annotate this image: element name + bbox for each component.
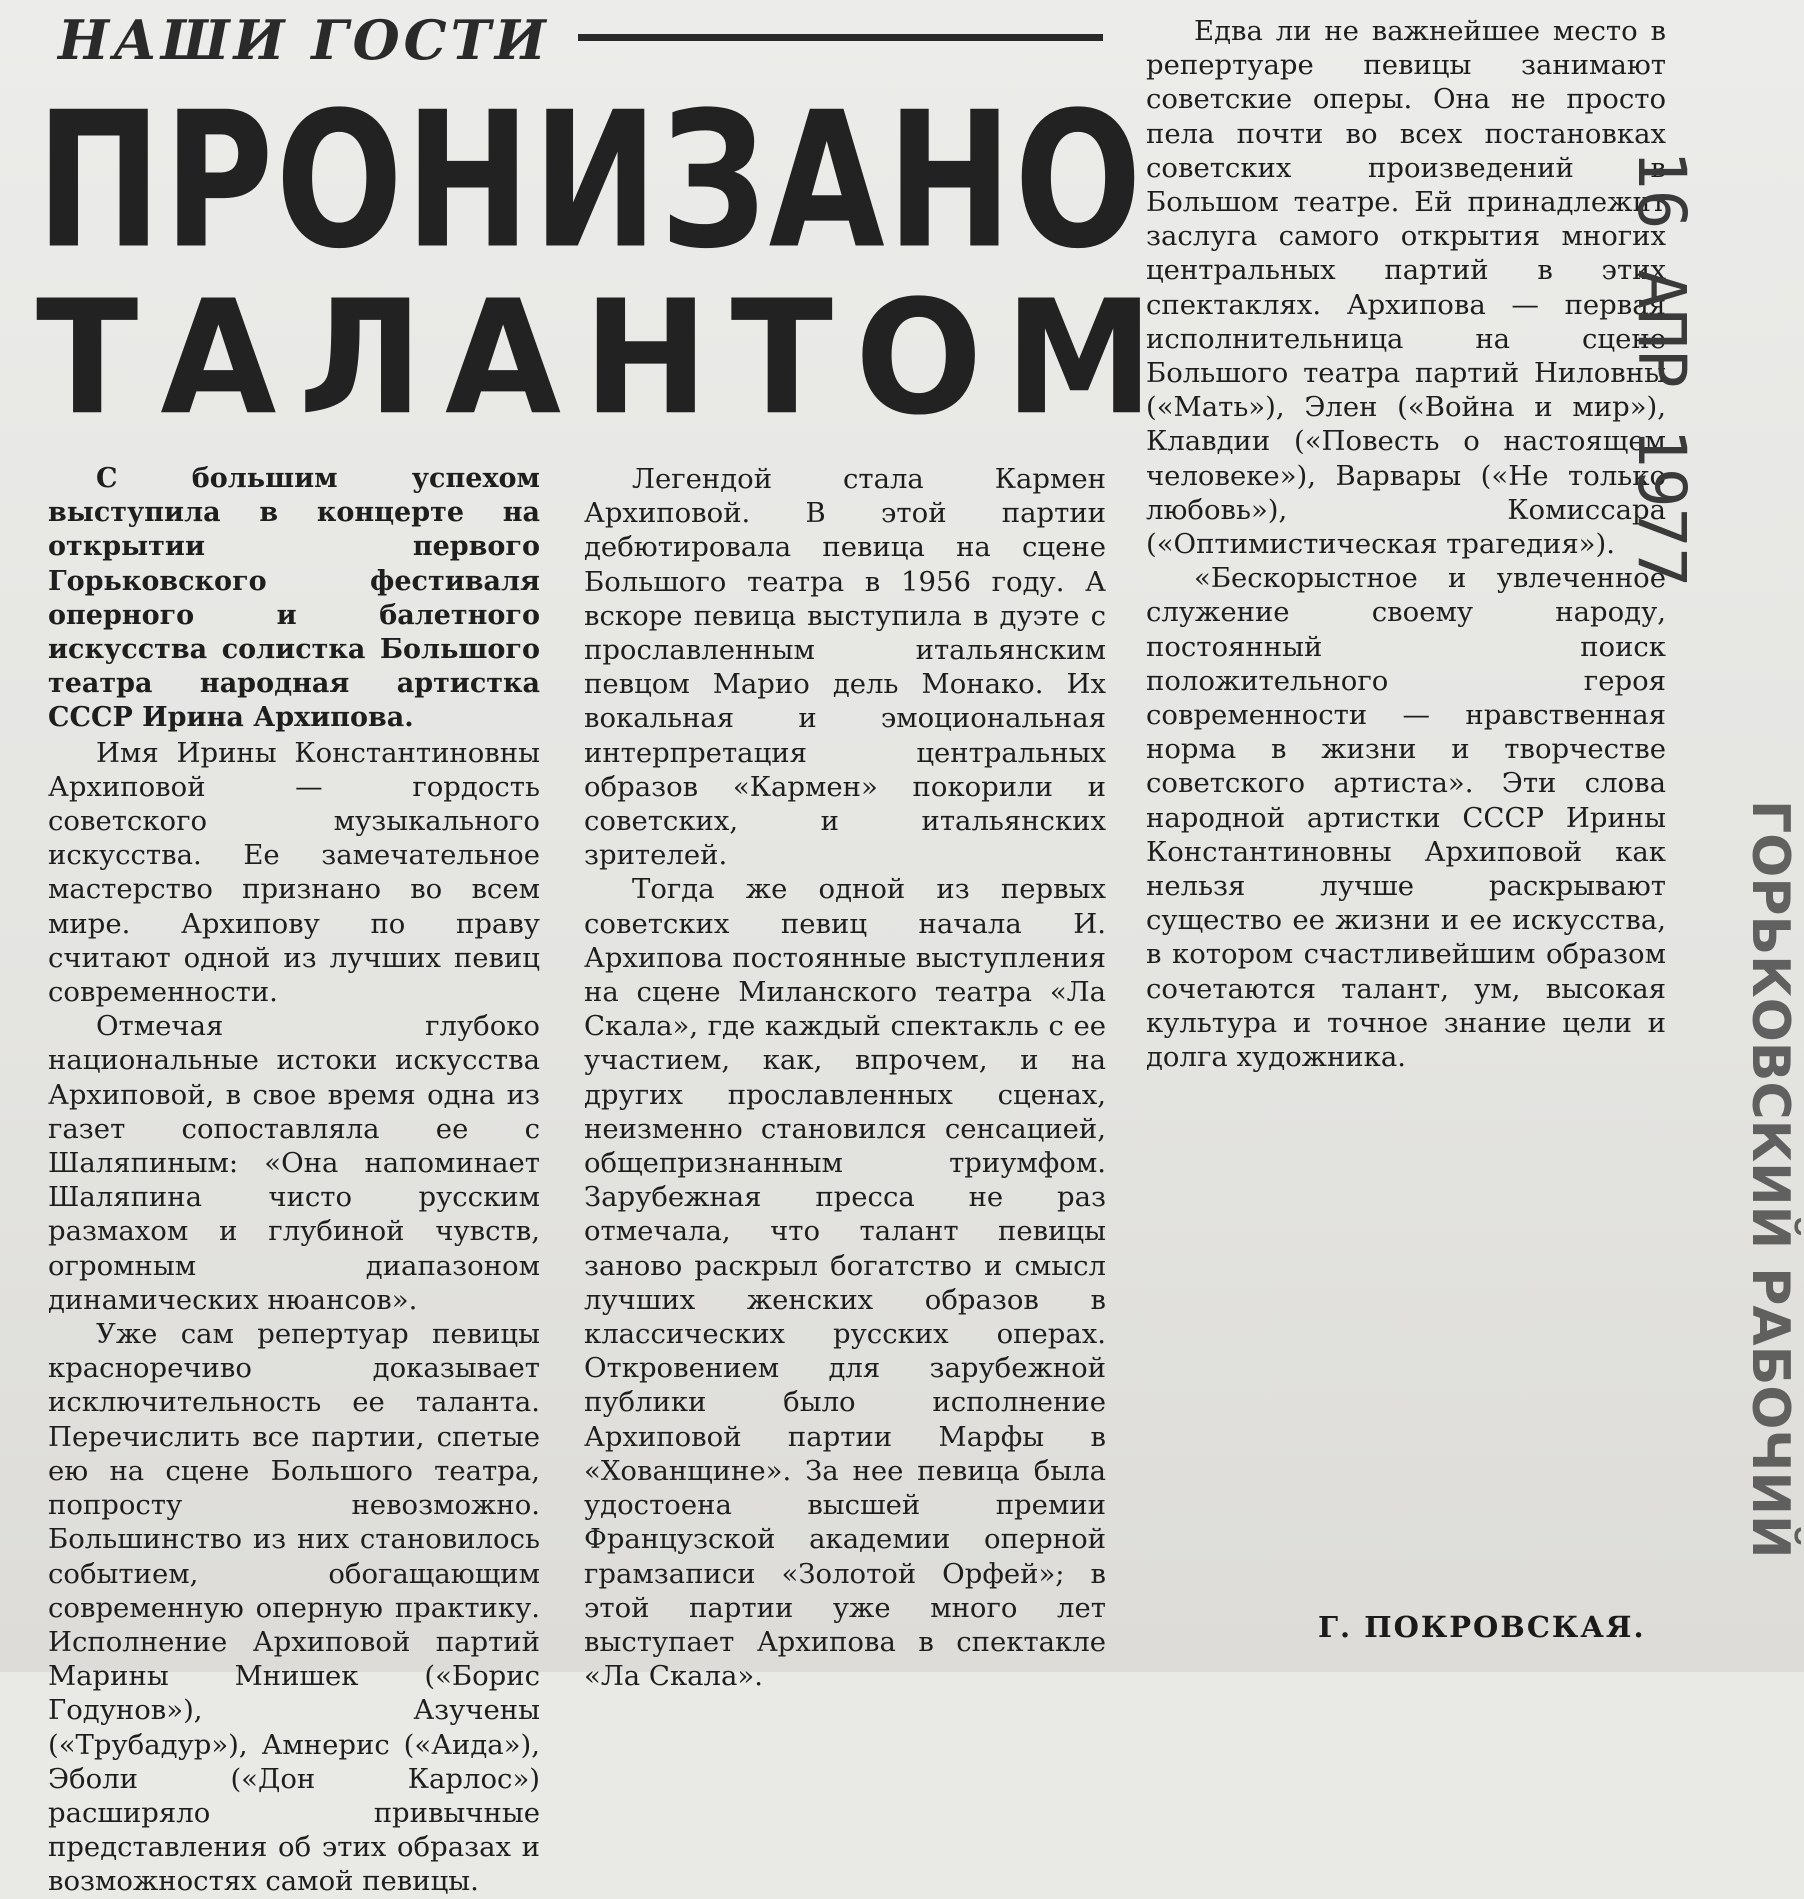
article-paragraph: Едва ли не важнейшее место в репертуаре певицы занимают советские оперы. Она не просто пела почти во всех постановках советских произведений в Большом театре. Ей принадлежит заслуга самого открытия многих центральных партий в этих спектаклях. Архипова — первая исполнительница на сцене Большого театра партий Ниловны («Мать»), Элен («Война и мир»), Клавдии («Повесть о настоящем человеке»), Варвары («Не только любовь»), Комиссара («Оптимистическая трагедия»).: [1146, 15, 1666, 561]
article-paragraph: Имя Ирины Константиновны Архиповой — гордость советского музыкального искусства. Ее замечательное мастерство признано во всем мире. Архипову по праву считают одной из лучших певиц современности.: [48, 736, 540, 1009]
article-paragraph: Легендой стала Кармен Архиповой. В этой партии дебютировала певица на сцене Большого театра в 1956 году. А вскоре певица выступила в дуэте с прославленным итальянским певцом Марио дель Монако. Их вокальная и эмоциональная интерпретация центральных образов «Кармен» покорили и советских, и итальянских зрителей.: [584, 463, 1106, 872]
rubric-rule: [578, 34, 1103, 41]
article-paragraph: Тогда же одной из первых советских певиц начала И. Архипова постоянные выступления на сцене Миланского театра «Ла Скала», где каждый спектакль с ее участием, как, впрочем, и на других прославленных сценах, неизменно становился сенсацией, общепризнанным триумфом. Зарубежная пресса не раз отмечала, что талант певицы заново раскрыл богатство и смысл лучших женских образов в классических русских операх. Откровением для зарубежной публики было исполнение Архиповой партии Марфы в «Хованщине». За нее певица была удостоена высшей премии Французской академии оперной грамзаписи «Золотой Орфей»; в этой партии уже много лет выступает Архипова в спектакле «Ла Скала».: [584, 873, 1106, 1693]
article-column-3: [1146, 14, 1666, 1074]
author-signature: Г. ПОКРОВСКАЯ.: [1318, 1610, 1646, 1644]
rubric-heading: НАШИ ГОСТИ: [58, 8, 550, 72]
article-column-2: [584, 462, 1106, 1693]
article-paragraph: «Бескорыстное и увлеченное служение своему народу, постоянный поиск положительного героя современности — нравственная норма в жизни и творчестве советского артиста». Эти слова народной артистки СССР Ирины Константиновны Архиповой как нельзя лучше раскрывают существо ее жизни и ее искусства, в котором счастливейшим образом сочетаются талант, ум, высокая культура и точное знание цели и долга художника.: [1146, 562, 1666, 1074]
source-stamp: ГОРЬКОВСКИЙ РАБОЧИЙ: [1740, 800, 1800, 1559]
headline-line-1: ПРОНИЗАНО: [36, 73, 1144, 291]
date-stamp: 16 АПР 1977: [1623, 150, 1700, 588]
article-paragraph: Отмечая глубоко национальные истоки искусства Архиповой, в свое время одна из газет сопоставляла ее с Шаляпиным: «Она напоминает Шаляпина чисто русским размахом и глубиной чувств, огромным диапазоном динамических нюансов».: [48, 1010, 540, 1316]
article-paragraph: Уже сам репертуар певицы красноречиво доказывает исключительность ее таланта. Перечислить все партии, спетые ею на сцене Большого театра, попросту невозможно. Большинство из них становилось событием, обогащающим современную оперную практику. Исполнение Архиповой партий Марины Мнишек («Борис Годунов»), Азучены («Трубадур»), Амнерис («Аида»), Эболи («Дон Карлос») расширяло привычные представления об этих образах и возможностях самой певицы.: [48, 1318, 540, 1898]
article-column-1: [48, 462, 540, 1898]
lead-paragraph: С большим успехом выступила в концерте на открытии первого Горьковского фестиваля оперного и балетного искусства солистка Большого театра народная артистка СССР Ирина Архипова.: [48, 463, 540, 734]
headline-line-2: ТАЛАНТОМ: [36, 267, 1176, 451]
